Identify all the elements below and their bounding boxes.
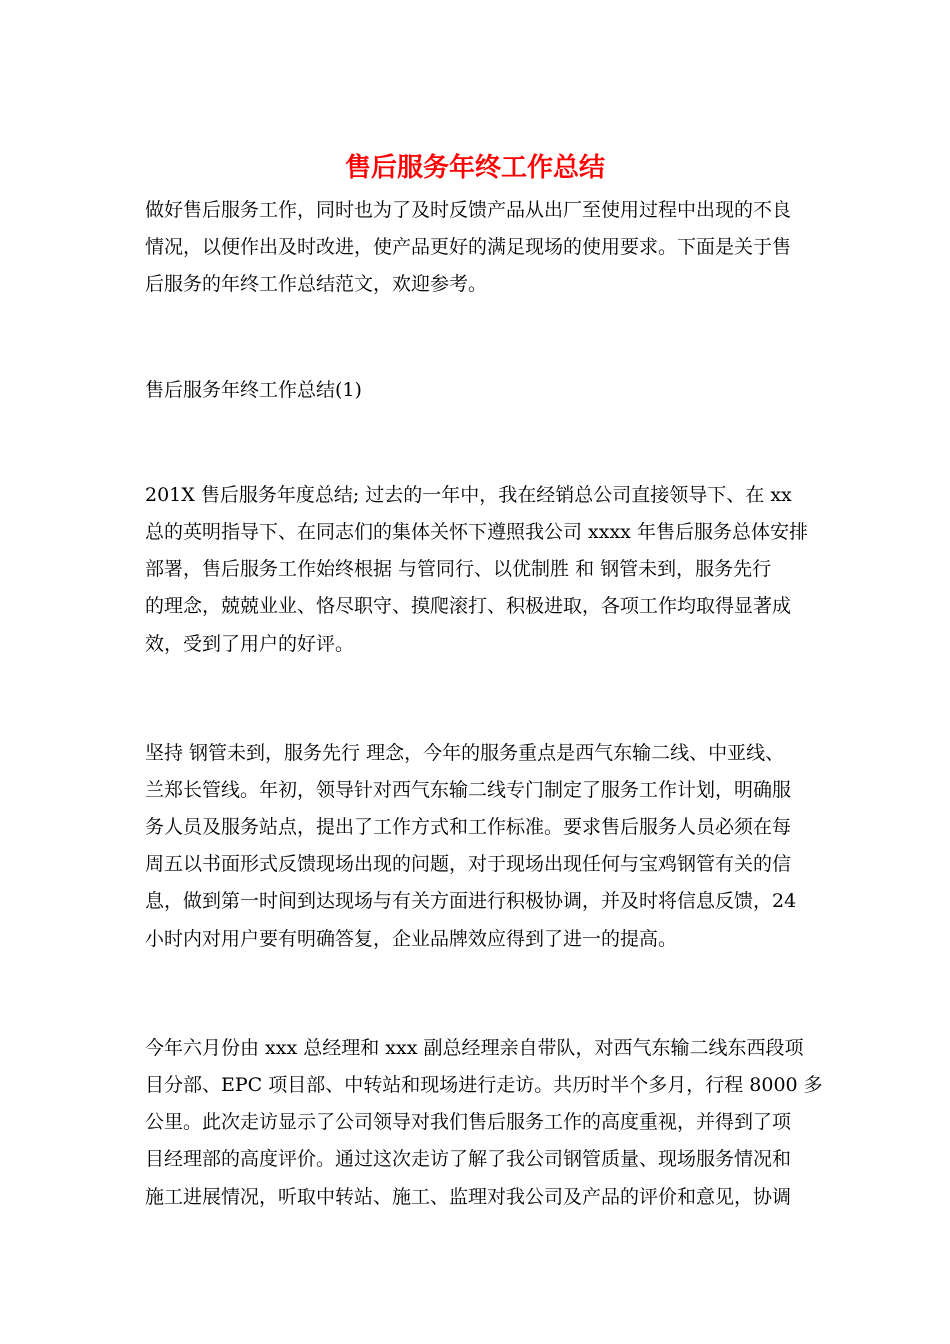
text-line: 目经理部的高度评价。通过这次走访了解了我公司钢管质量、现场服务情况和 [145, 1148, 792, 1171]
section-heading [145, 372, 805, 409]
text-line: 情况，以便作出及时改进，使产品更好的满足现场的使用要求。下面是关于售 [145, 236, 792, 259]
text-line: 总的英明指导下、在同志们的集体关怀下遵照我公司 xxxx 年售后服务总体安排 [145, 520, 808, 543]
text-line: 售后服务年终工作总结(1) [145, 378, 362, 401]
summary-paragraph [145, 477, 808, 663]
text-line: 息，做到第一时间到达现场与有关方面进行积极协调，并及时将信息反馈，24 [145, 890, 797, 913]
text-line: 201X 售后服务年度总结; 过去的一年中，我在经销总公司直接领导下、在 xx [145, 483, 792, 506]
site-visit-paragraph [145, 1030, 823, 1216]
text-line: 兰郑长管线。年初，领导针对西气东输二线专门制定了服务工作计划，明确服 [145, 778, 792, 801]
document-body [145, 192, 823, 1216]
intro-paragraph [145, 192, 805, 304]
text-line: 周五以书面形式反馈现场出现的问题，对于现场出现任何与宝鸡钢管有关的信 [145, 853, 792, 876]
text-line: 效，受到了用户的好评。 [145, 632, 355, 655]
text-line: 目分部、EPC 项目部、中转站和现场进行走访。共历时半个多月，行程 8000 多 [145, 1074, 823, 1096]
text-line: 的理念，兢兢业业、恪尽职守、摸爬滚打、积极进取，各项工作均取得显著成 [145, 595, 792, 618]
text-line: 务人员及服务站点，提出了工作方式和工作标准。要求售后服务人员必须在每 [145, 816, 792, 839]
text-line: 部署，售后服务工作始终根据 与管同行、以优制胜 和 钢管未到，服务先行 [145, 558, 772, 581]
text-line: 公里。此次走访显示了公司领导对我们售后服务工作的高度重视，并得到了项 [145, 1111, 792, 1134]
text-line: 坚持 钢管未到，服务先行 理念，今年的服务重点是西气东输二线、中亚线、 [145, 741, 785, 764]
document-title: 售后服务年终工作总结 [344, 153, 605, 183]
text-line: 后服务的年终工作总结范文，欢迎参考。 [145, 273, 488, 296]
paragraph-gap [145, 663, 805, 735]
paragraph-gap [145, 304, 805, 372]
text-line: 小时内对用户要有明确答复，企业品牌效应得到了进一的提高。 [145, 927, 678, 950]
text-line: 施工进展情况，听取中转站、施工、监理对我公司及产品的评价和意见，协调 [145, 1185, 792, 1208]
service-focus-paragraph [145, 735, 805, 958]
paragraph-gap [145, 958, 805, 1030]
text-line: 今年六月份由 xxx 总经理和 xxx 副总经理亲自带队，对西气东输二线东西段项 [145, 1036, 804, 1059]
paragraph-gap [145, 409, 805, 477]
text-line: 做好售后服务工作，同时也为了及时反馈产品从出厂至使用过程中出现的不良 [145, 199, 792, 221]
